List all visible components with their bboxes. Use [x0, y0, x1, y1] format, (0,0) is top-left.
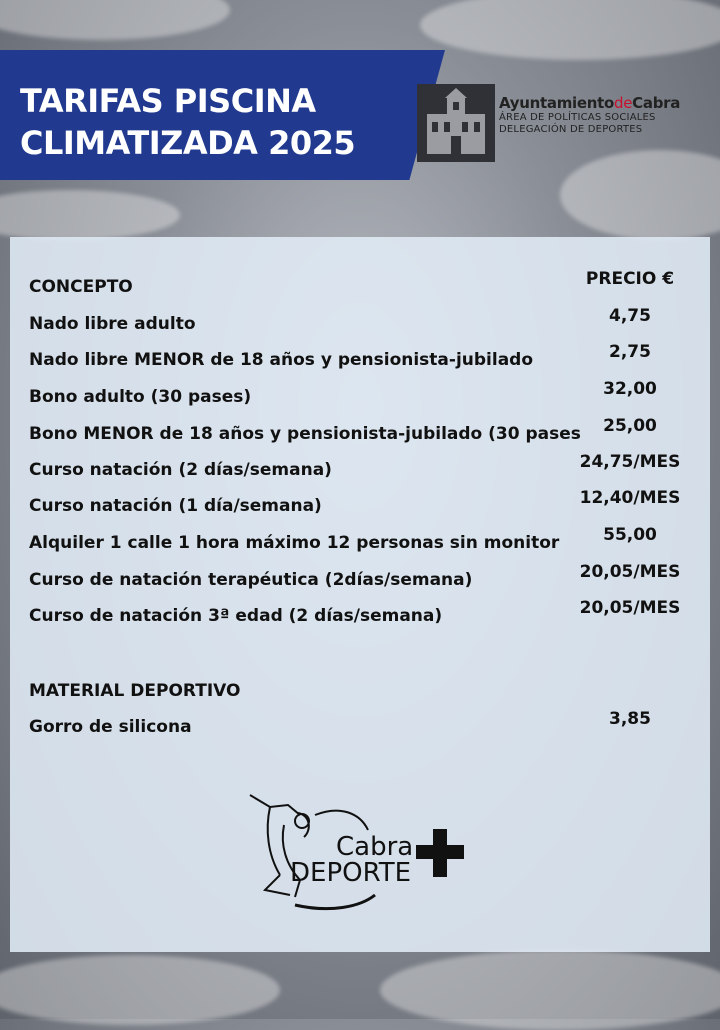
price-header: PRECIO € — [585, 269, 675, 289]
row-price: 12,40/MES — [579, 488, 681, 508]
row-price: 2,75 — [609, 342, 651, 362]
ayuntamiento-logo — [417, 84, 687, 164]
title-line-2: CLIMATIZADA 2025 — [20, 124, 356, 162]
table-row — [20, 379, 700, 411]
area-label: ÁREA DE POLÍTICAS SOCIALES — [499, 112, 656, 123]
material-header: MATERIAL DEPORTIVO — [29, 681, 241, 701]
row-concept: Curso natación (1 día/semana) — [29, 496, 322, 516]
row-concept: Bono adulto (30 pases) — [29, 387, 252, 407]
row-concept: Nado libre adulto — [29, 314, 196, 334]
row-price: 4,75 — [609, 306, 651, 326]
material-header-row — [20, 681, 700, 705]
table-row — [20, 525, 700, 557]
row-concept: Curso de natación 3ª edad (2 días/semana) — [29, 606, 443, 626]
table-row — [20, 416, 700, 448]
row-concept: Gorro de silicona — [29, 717, 192, 737]
logo-word-deporte: DEPORTE — [290, 858, 412, 888]
ayuntamiento-text — [499, 94, 680, 136]
table-row — [20, 562, 700, 594]
logo-word-cabra: Cabra — [336, 832, 414, 862]
row-price: 20,05/MES — [579, 598, 681, 618]
plus-icon — [416, 829, 464, 877]
row-concept: Curso de natación terapéutica (2días/semana) — [29, 570, 473, 590]
row-price: 24,75/MES — [579, 452, 681, 472]
page-title — [20, 80, 355, 164]
row-price: 55,00 — [603, 525, 657, 545]
table-row — [20, 598, 700, 630]
ayuntamiento-name: AyuntamientodeCabra — [499, 94, 681, 112]
delegacion-label: DELEGACIÓN DE DEPORTES — [499, 124, 643, 135]
row-concept: Nado libre MENOR de 18 años y pensionista-jubilado — [29, 350, 534, 370]
title-line-1: TARIFAS PISCINA — [20, 82, 316, 120]
cabra-deporte-logo — [240, 785, 480, 915]
table-row — [20, 709, 700, 741]
row-concept: Alquiler 1 calle 1 hora máximo 12 personas sin monitor — [29, 533, 560, 553]
row-concept: Bono MENOR de 18 años y pensionista-jubilado (30 pases — [29, 424, 581, 444]
concept-header: CONCEPTO — [29, 277, 133, 297]
row-concept: Curso natación (2 días/semana) — [29, 460, 332, 480]
table-row — [20, 452, 700, 484]
row-price: 25,00 — [603, 416, 657, 436]
row-price: 3,85 — [609, 709, 651, 729]
table-row — [20, 342, 700, 374]
town-hall-crest-icon — [417, 84, 495, 162]
row-price: 20,05/MES — [579, 562, 681, 582]
table-header-row — [20, 269, 700, 301]
table-row — [20, 488, 700, 520]
table-row — [20, 306, 700, 338]
row-price: 32,00 — [603, 379, 657, 399]
